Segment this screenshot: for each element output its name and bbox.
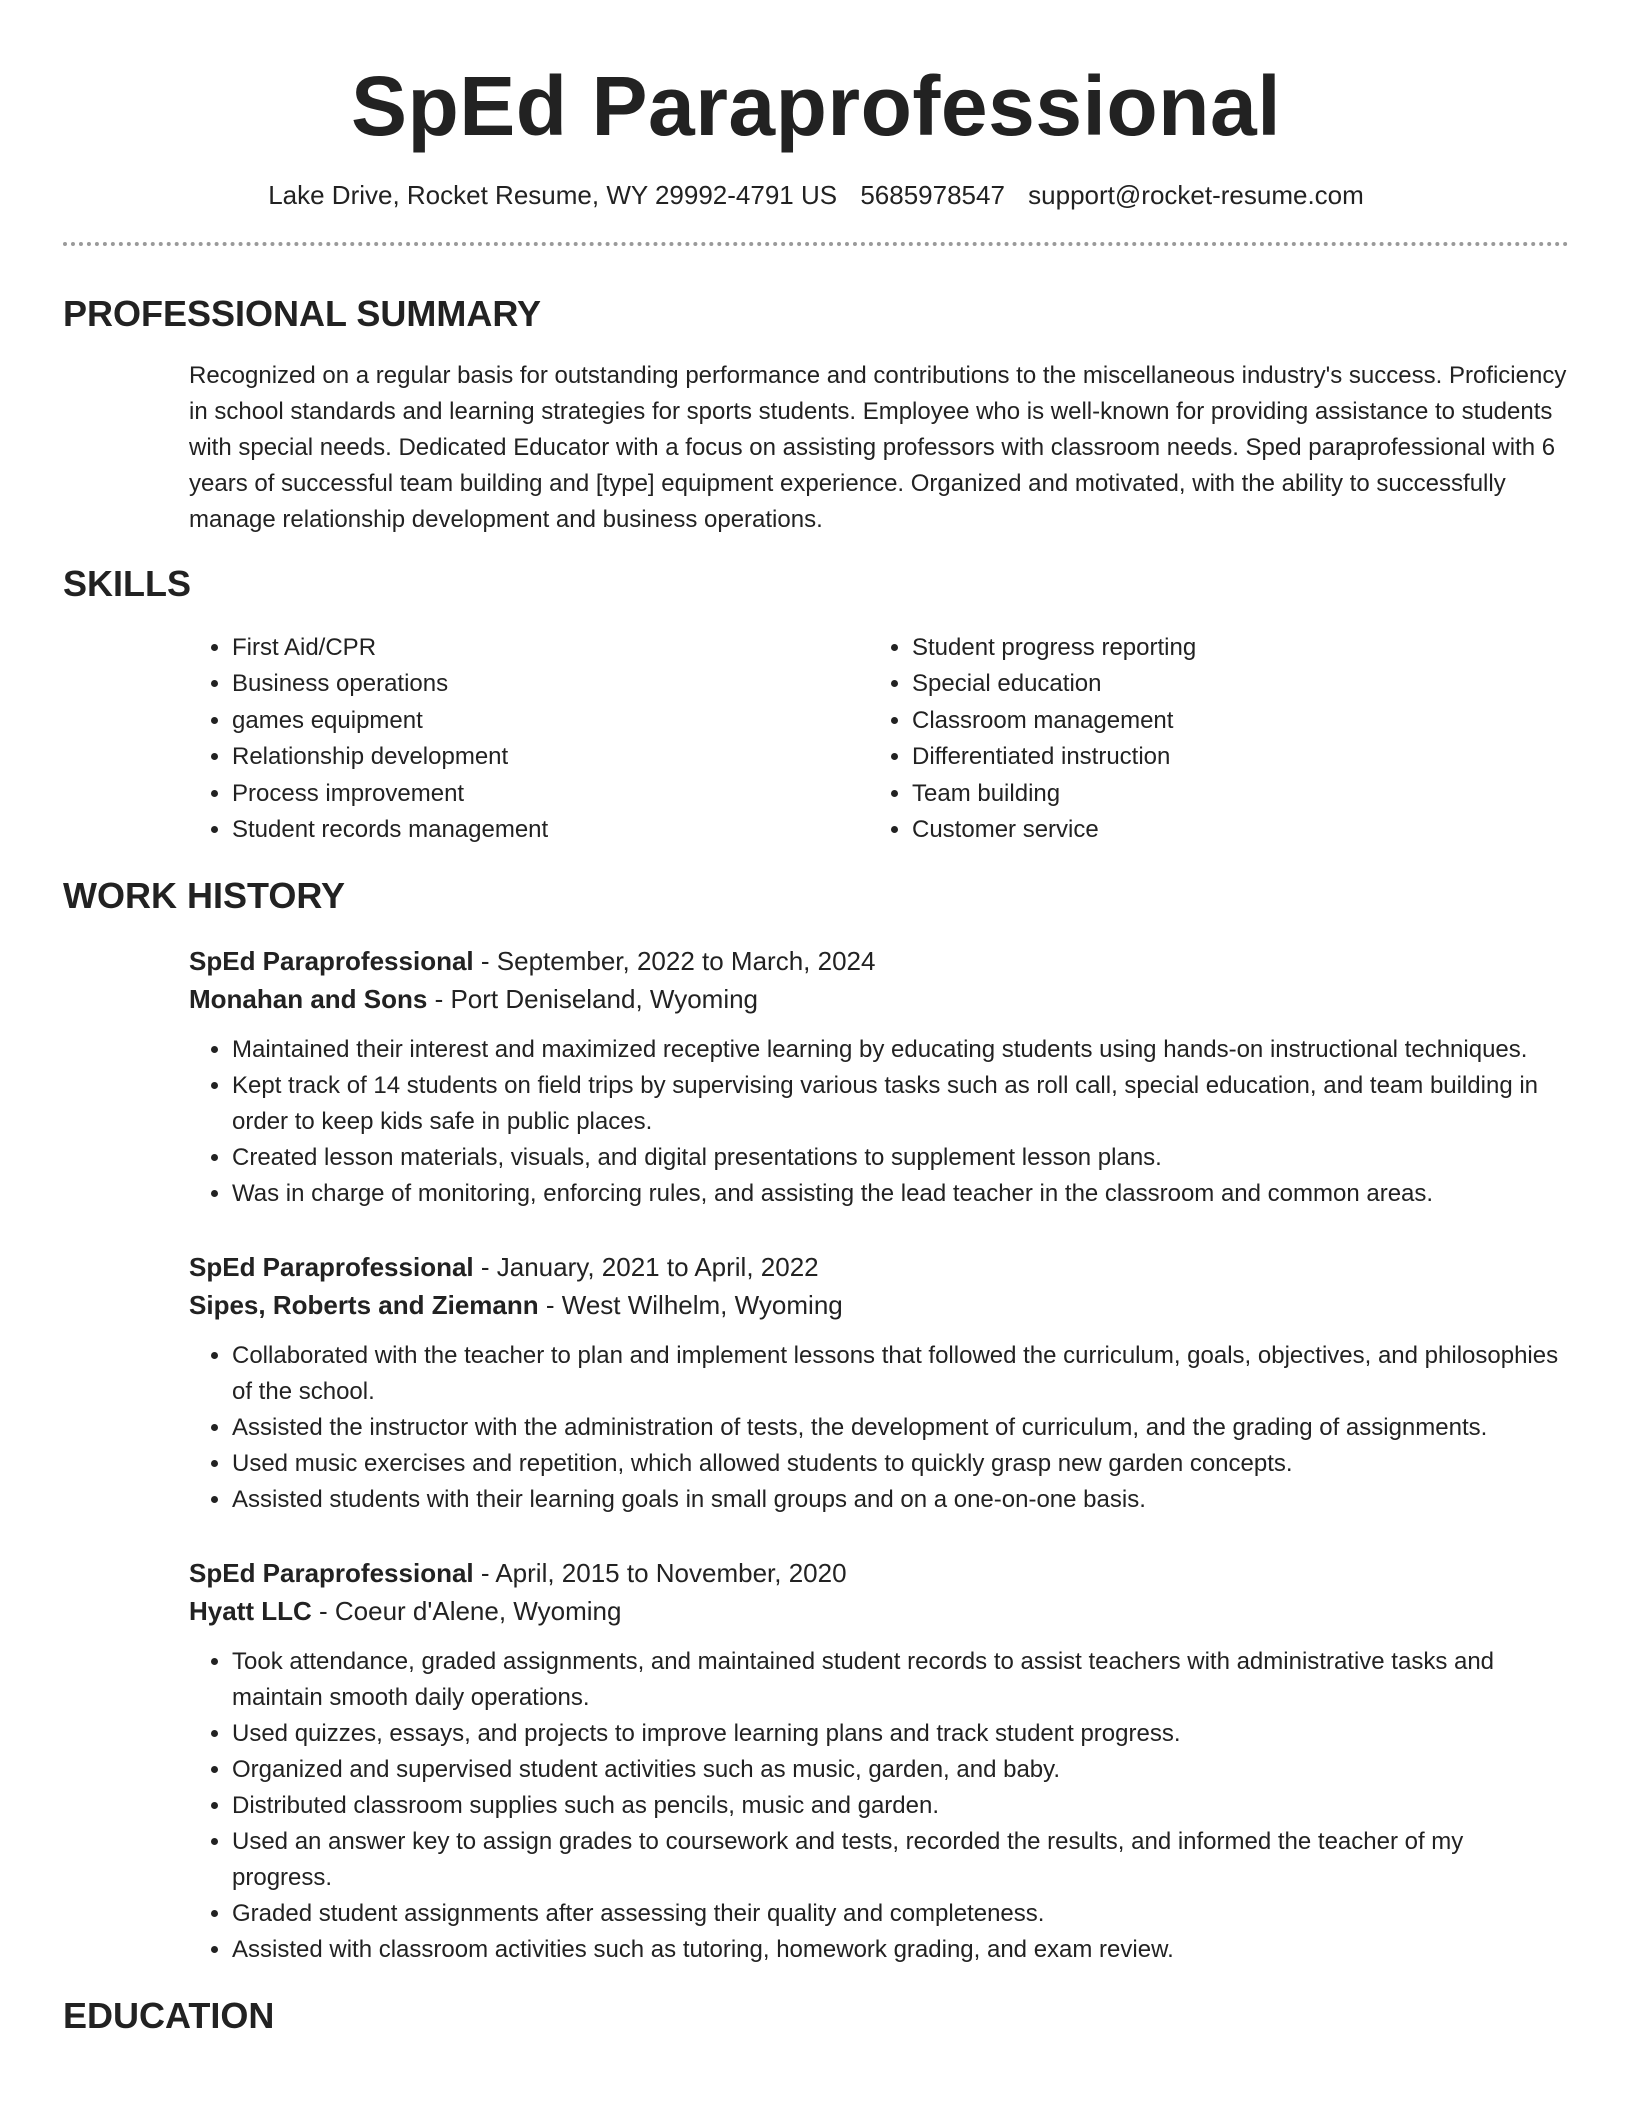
contact-email: support@rocket-resume.com — [1028, 180, 1364, 210]
skills-column-left — [189, 630, 869, 848]
job-bullet: • Created lesson materials, visuals, and digital presentations to supplement lesson plans. — [232, 1140, 1569, 1176]
job-dates: - April, 2015 to November, 2020 — [473, 1558, 847, 1589]
job-bullets — [189, 1338, 1569, 1518]
job-title-line — [189, 1248, 1569, 1286]
job-dates: - September, 2022 to March, 2024 — [473, 946, 876, 977]
resume-name: SpEd Paraprofessional — [350, 59, 1282, 153]
job-entry — [189, 1248, 1569, 1518]
job-bullet: • Assisted students with their learning goals in small groups and on a one-on-one basis. — [232, 1482, 1569, 1518]
job-dates: - January, 2021 to April, 2022 — [473, 1252, 819, 1283]
job-company: Sipes, Roberts and Ziemann — [189, 1290, 539, 1321]
job-title-line — [189, 942, 1569, 980]
skill-item: • Special education — [912, 666, 1549, 702]
header-divider — [63, 242, 1569, 246]
job-company-line — [189, 980, 1569, 1018]
job-bullet: • Was in charge of monitoring, enforcing rules, and assisting the lead teacher in the classroom and common areas. — [232, 1176, 1569, 1212]
skill-item: • Differentiated instruction — [912, 739, 1549, 775]
skill-item: • Student progress reporting — [912, 630, 1549, 666]
job-bullet: • Graded student assignments after assessing their quality and completeness. — [232, 1896, 1569, 1932]
job-bullet: • Kept track of 14 students on field trips by supervising various tasks such as roll call, special education, and team building in order to keep kids safe in public places. — [232, 1068, 1569, 1140]
job-bullet: • Organized and supervised student activities such as music, garden, and baby. — [232, 1752, 1569, 1788]
job-role: SpEd Paraprofessional — [189, 1252, 474, 1283]
job-role: SpEd Paraprofessional — [189, 946, 474, 977]
job-company: Hyatt LLC — [189, 1596, 312, 1627]
skill-item: • Student records management — [232, 812, 869, 848]
skill-item: • games equipment — [232, 703, 869, 739]
skill-item: • First Aid/CPR — [232, 630, 869, 666]
job-bullet: • Collaborated with the teacher to plan and implement lessons that followed the curriculum, goals, objectives, and philosophies of the school. — [232, 1338, 1569, 1410]
summary-text: Recognized on a regular basis for outstanding performance and contributions to the miscellaneous industry's success. Proficiency in school standards and learning strategies for sports students. Employee who is well-known for providing assistance to students with special needs. Dedicated Educator with a focus on assisting professors with classroom needs. Sped paraprofessional with 6 years of successful team building and [type] equipment experience. Organized and motivated, with the ability to successfully manage relationship development and business operations. — [189, 362, 1567, 533]
job-entry — [189, 942, 1569, 1212]
job-location: - Port Deniseland, Wyoming — [427, 984, 759, 1015]
skill-item: • Relationship development — [232, 739, 869, 775]
education-heading: EDUCATION — [63, 1995, 275, 2037]
job-company-line — [189, 1592, 1569, 1630]
job-title-line — [189, 1554, 1569, 1592]
skill-item: • Team building — [912, 776, 1549, 812]
job-role: SpEd Paraprofessional — [189, 1558, 474, 1589]
job-bullet: • Used music exercises and repetition, which allowed students to quickly grasp new garden concepts. — [232, 1446, 1569, 1482]
job-bullet: • Took attendance, graded assignments, and maintained student records to assist teachers with administrative tasks and maintain smooth daily operations. — [232, 1644, 1569, 1716]
contact-line — [63, 178, 1569, 212]
skills-column-right — [869, 630, 1549, 848]
work-history-heading: WORK HISTORY — [63, 875, 346, 917]
job-bullet: • Used quizzes, essays, and projects to improve learning plans and track student progress. — [232, 1716, 1569, 1752]
job-company: Monahan and Sons — [189, 984, 428, 1015]
summary-heading: PROFESSIONAL SUMMARY — [63, 293, 542, 334]
skill-item: • Customer service — [912, 812, 1549, 848]
job-location: - West Wilhelm, Wyoming — [538, 1290, 843, 1321]
skill-item: • Business operations — [232, 666, 869, 702]
job-bullet: • Used an answer key to assign grades to coursework and tests, recorded the results, and informed the teacher of my progress. — [232, 1824, 1569, 1896]
contact-address: Lake Drive, Rocket Resume, WY 29992-4791 US — [268, 180, 838, 210]
job-bullets — [189, 1032, 1569, 1212]
job-bullet: • Distributed classroom supplies such as pencils, music and garden. — [232, 1788, 1569, 1824]
job-bullet: • Assisted with classroom activities such as tutoring, homework grading, and exam review. — [232, 1932, 1569, 1968]
contact-phone: 5685978547 — [860, 180, 1005, 210]
job-bullets — [189, 1644, 1569, 1968]
skills-list — [189, 630, 1569, 848]
skill-item: • Process improvement — [232, 776, 869, 812]
job-bullet: • Assisted the instructor with the administration of tests, the development of curriculum, and the grading of assignments. — [232, 1410, 1569, 1446]
skills-heading: SKILLS — [63, 563, 192, 604]
job-entry — [189, 1554, 1569, 1968]
job-location: - Coeur d'Alene, Wyoming — [311, 1596, 622, 1627]
job-bullet: • Maintained their interest and maximized receptive learning by educating students using hands-on instructional techniques. — [232, 1032, 1569, 1068]
skill-item: • Classroom management — [912, 703, 1549, 739]
job-company-line — [189, 1286, 1569, 1324]
